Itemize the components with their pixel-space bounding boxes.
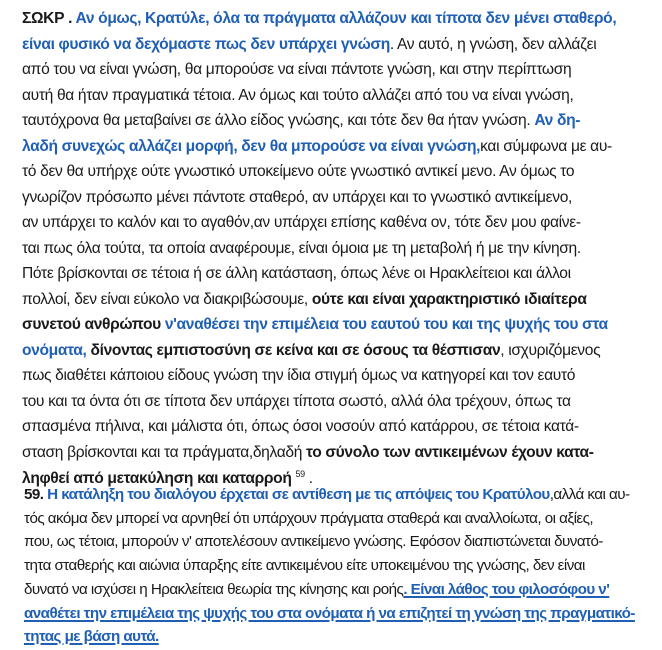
dialogue-line xyxy=(22,291,587,309)
text-segment: δυνατό να ισχύσει η Ηρακλείτεια θεωρία της κίνησης και ροής xyxy=(24,580,404,598)
text-segment: αν υπάρχει το καλόν και το αγαθόν,αν υπάρχει επίσης καθένα ον, τότε δεν μου φαίνε- xyxy=(22,214,581,231)
text-segment: συνετού ανθρώπου xyxy=(22,316,165,333)
dialogue-line xyxy=(22,316,608,334)
text-segment: 59. xyxy=(24,486,48,503)
text-segment: . xyxy=(304,470,313,487)
text-segment: λαδή συνεχώς αλλάζει μορφή, δεν θα μπορούσε να είναι γνώση, xyxy=(22,137,481,155)
text-segment: ληφθεί από μετακύληση και καταρροή xyxy=(22,470,296,487)
text-segment: πολλοί, δεν είναι εύκολο να διακριβώσουμε, xyxy=(22,290,312,308)
text-segment: ταυτόχρονα θα μεταβαίνει σε άλλο είδος γνώσης, και τότε δεν θα ήταν γνώση. xyxy=(22,112,535,129)
footnote-line xyxy=(24,486,629,503)
text-segment: Αν όμως, Κρατύλε, όλα τα πράγματα αλλάζουν και τίποτα δεν μένει σταθερό, xyxy=(75,10,617,27)
footnote-line xyxy=(24,533,603,550)
underlined-text: τητας με βάση αυτά. xyxy=(24,628,159,646)
dialogue-line xyxy=(22,214,581,232)
text-segment: δίνοντας εμπιστοσύνη σε κείνα και σε όσους τα θέσπισαν xyxy=(90,341,501,359)
text-segment: Αν δη- xyxy=(534,112,581,129)
text-segment: πως διαθέτει κάποιου είδους γνώση την ίδια στιγμή όμως να κατηγορεί και τον εαυτό xyxy=(22,367,576,384)
footnote-line xyxy=(24,628,159,645)
dialogue-line xyxy=(22,189,572,207)
text-segment: ται πως όλα τούτα, τα οποία αναφέρουμε, είναι όμοια με τη μεταβολή ή με την κίνηση. xyxy=(22,239,581,257)
dialogue-line xyxy=(22,61,571,79)
footnote-line xyxy=(24,605,635,622)
text-segment: , ισχυριζόμενος xyxy=(500,341,601,359)
dialogue-line xyxy=(22,342,600,360)
text-segment: σταση βρίσκονται και τα πράγματα,δηλαδή xyxy=(22,443,307,461)
text-segment: ονόματα, xyxy=(22,341,91,359)
text-segment: ,αλλά και αυ- xyxy=(549,486,630,503)
text-segment: τό δεν θα υπήρχε ούτε γνωστικό υποκείμενο ούτε γνωστικό αντικεί μενο. Αν όμως το xyxy=(22,163,575,180)
text-segment: τητα σταθερής και αιώνια ύπαρξης είτε αντικειμένου είτε υποκειμένου της γνώσης, δεν είναι xyxy=(24,557,585,575)
text-segment: το σύνολο των αντικειμένων έχουν κατα- xyxy=(306,443,594,461)
text-segment: . Αν αυτό, η γνώση, δεν αλλάζει xyxy=(389,35,597,53)
text-segment: από του να είναι γνώση, θα μπορούσε να είναι πάντοτε γνώση, και στην περίπτωση xyxy=(22,61,572,78)
text-segment: του και τα όντα ότι σε τίποτα δεν υπάρχει τίποτα σωστό, αλλά όλα τρέχουν, όπως τα xyxy=(22,392,571,410)
underlined-text: αναθέτει την επιμέλεια της ψυχής του στα ονόματα ή να επιζητεί τη γνώση της πραγματικό- xyxy=(24,604,635,622)
dialogue-line xyxy=(22,138,612,156)
dialogue-line xyxy=(22,265,571,283)
footnote-line xyxy=(24,557,585,574)
dialogue-line xyxy=(22,10,616,28)
text-segment: και σύμφωνα με αυ- xyxy=(480,137,612,155)
text-segment: γνωρίζον πρόσωπο μένει πάντοτε σταθερό, αν υπάρχει και το γνωστικό αντικείμενο, xyxy=(22,188,572,206)
underlined-text: . Είναι λάθος του φιλοσόφου ν' xyxy=(403,580,610,598)
dialogue-line xyxy=(22,163,574,181)
dialogue-line xyxy=(22,444,594,462)
dialogue-line xyxy=(22,393,571,411)
footnote-line xyxy=(24,581,609,598)
text-segment: σπασμένα πήλινα, και μάλιστα ότι, όπως όσοι νοσούν από κατάρρου, σε τέτοια κατά- xyxy=(22,418,579,435)
dialogue-line xyxy=(22,240,581,258)
dialogue-line xyxy=(22,87,573,105)
text-segment: ν'αναθέσει την επιμέλεια του εαυτού του και της ψυχής του στα xyxy=(164,316,608,333)
text-segment: ΣΩΚΡ . xyxy=(22,10,76,27)
text-segment: αυτή θα ήταν πραγματικά τέτοια. Αν όμως και τούτο αλλάζει από του να είναι γνώση, xyxy=(22,86,574,104)
footnote-line xyxy=(24,510,593,527)
text-segment: Πότε βρίσκονται σε τέτοια ή σε άλλη κατάσταση, όπως λένε οι Ηρακλείτειοι και άλλοι xyxy=(22,265,571,282)
dialogue-line xyxy=(22,112,580,130)
text-segment: τός ακόμα δεν μπορεί να αρνηθεί ότι υπάρχουν πράγματα σταθερά και αναλλοίωτα, οι αξίες, xyxy=(24,509,594,527)
text-segment: που, ως τέτοια, μπορούν ν' αποτελέσουν αντικείμενο γνώσης. Εφόσον διαπιστώνεται δυνατό- xyxy=(24,533,603,551)
text-segment: ούτε και είναι χαρακτηριστικό ιδιαίτερα xyxy=(311,290,587,308)
text-segment: Η κατάληξη του διαλόγου έρχεται σε αντίθεση με τις απόψεις του Κρατύλου xyxy=(47,486,550,503)
footnote-ref: 59 xyxy=(295,469,305,479)
dialogue-line xyxy=(22,418,579,436)
dialogue-line xyxy=(22,367,575,385)
text-segment: είναι φυσικό να δεχόμαστε πως δεν υπάρχει γνώση xyxy=(22,35,390,53)
dialogue-line xyxy=(22,36,596,54)
